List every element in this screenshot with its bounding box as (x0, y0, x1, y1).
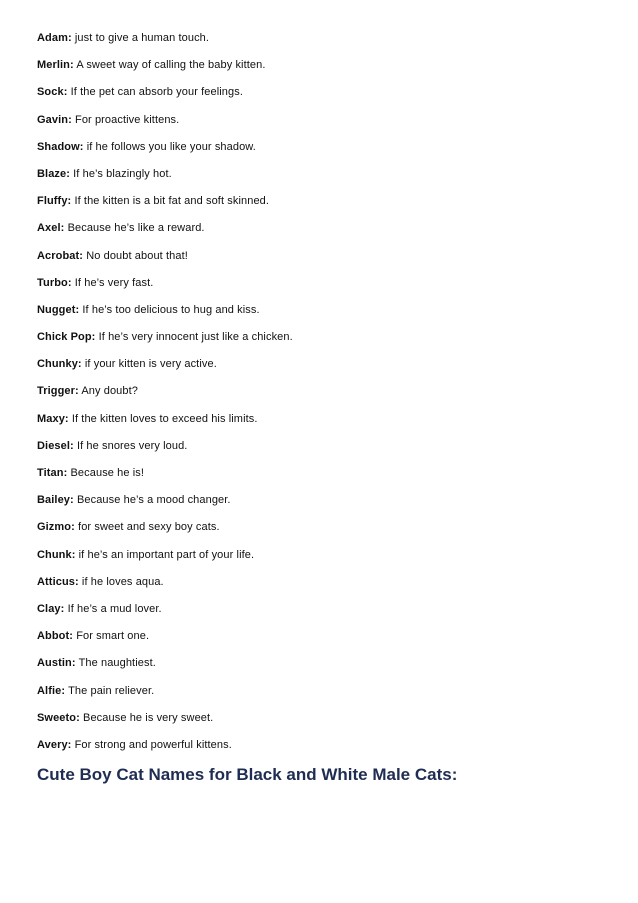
list-item (37, 85, 607, 112)
cat-name-description: If the pet can absorb your feelings. (70, 86, 243, 99)
list-item (37, 493, 607, 520)
cat-name: Adam: (37, 32, 72, 44)
cat-name: Abbot: (37, 630, 74, 643)
cat-name-description: The naughtiest. (78, 657, 156, 670)
list-item (37, 684, 607, 711)
list-item (37, 575, 607, 602)
cat-name-description: No doubt about that! (86, 249, 188, 262)
cat-name-description: Any doubt? (81, 385, 138, 398)
cat-name: Shadow: (37, 140, 84, 153)
cat-name-description: if he follows you like your shadow. (86, 140, 256, 153)
list-item (37, 113, 607, 140)
cat-name: Alfie: (37, 684, 66, 697)
cat-name-description: if your kitten is very active. (84, 358, 217, 371)
cat-name: Blaze: (37, 167, 70, 180)
cat-name: Fluffy: (37, 195, 72, 208)
cat-name-description: The pain reliever. (68, 684, 155, 697)
list-item (37, 167, 607, 194)
cat-name-description: A sweet way of calling the baby kitten. (76, 59, 266, 72)
cat-name-description: Because he is! (70, 467, 145, 479)
cat-name: Turbo: (37, 276, 72, 289)
cat-name-description: just to give a human touch. (74, 32, 210, 44)
cat-name: Austin: (37, 657, 76, 670)
cat-name: Axel: (37, 222, 65, 235)
cat-name: Avery: (37, 738, 72, 751)
cat-name: Chunky: (37, 358, 82, 371)
list-item (37, 357, 607, 384)
list-item (37, 276, 607, 303)
cat-name: Trigger: (37, 385, 79, 398)
cat-name-description: Because he is very sweet. (83, 711, 214, 724)
cat-name: Chick Pop: (37, 331, 96, 344)
cat-name: Diesel: (37, 439, 74, 452)
cat-name-description: If he’s a mud lover. (67, 602, 162, 615)
list-item (37, 31, 607, 58)
list-item (37, 738, 607, 765)
cat-name-description: If he’s very fast. (74, 276, 154, 289)
cat-name-description: If the kitten loves to exceed his limits. (71, 412, 258, 425)
cat-name: Acrobat: (37, 249, 84, 262)
list-item (37, 221, 607, 248)
cat-name: Bailey: (37, 494, 74, 507)
cat-name-description: for sweet and sexy boy cats. (78, 521, 220, 534)
list-item (37, 412, 607, 439)
cat-name-description: Because he’s like a reward. (67, 222, 205, 235)
list-item (37, 548, 607, 575)
cat-name: Gavin: (37, 113, 72, 126)
cat-name-description: if he loves aqua. (81, 575, 164, 588)
cat-name-description: For proactive kittens. (75, 113, 180, 126)
list-item (37, 194, 607, 221)
cat-name: Nugget: (37, 303, 80, 316)
cat-name: Clay: (37, 602, 65, 615)
list-item (37, 711, 607, 738)
list-item (37, 249, 607, 276)
document-page (37, 31, 607, 784)
cat-name-description: If he snores very loud. (76, 439, 188, 452)
cat-name-description: Because he’s a mood changer. (76, 494, 231, 507)
cat-name: Merlin: (37, 59, 74, 72)
list-item (37, 629, 607, 656)
cat-name: Chunk: (37, 548, 76, 561)
cat-name: Gizmo: (37, 521, 75, 534)
cat-name-description: if he’s an important part of your life. (78, 548, 255, 561)
cat-name: Sweeto: (37, 711, 80, 724)
list-item (37, 602, 607, 629)
cat-name: Atticus: (37, 575, 79, 588)
cat-name-description: If he’s very innocent just like a chicken. (98, 331, 293, 344)
list-item (37, 656, 607, 683)
list-item (37, 303, 607, 330)
list-item (37, 439, 607, 466)
cat-name: Maxy: (37, 412, 69, 425)
cat-name-list (37, 31, 607, 765)
cat-name-description: For smart one. (76, 630, 150, 643)
section-heading: Cute Boy Cat Names for Black and White Male Cats: (37, 765, 458, 784)
list-item (37, 330, 607, 357)
list-item (37, 466, 607, 493)
cat-name-description: For strong and powerful kittens. (74, 738, 232, 751)
list-item (37, 384, 607, 411)
cat-name-description: If he’s blazingly hot. (73, 167, 172, 180)
cat-name-description: If the kitten is a bit fat and soft skinned. (74, 195, 270, 208)
cat-name: Titan: (37, 467, 68, 479)
list-item (37, 140, 607, 167)
cat-name-description: If he’s too delicious to hug and kiss. (82, 303, 260, 316)
cat-name: Sock: (37, 86, 68, 99)
list-item (37, 58, 607, 85)
list-item (37, 520, 607, 547)
